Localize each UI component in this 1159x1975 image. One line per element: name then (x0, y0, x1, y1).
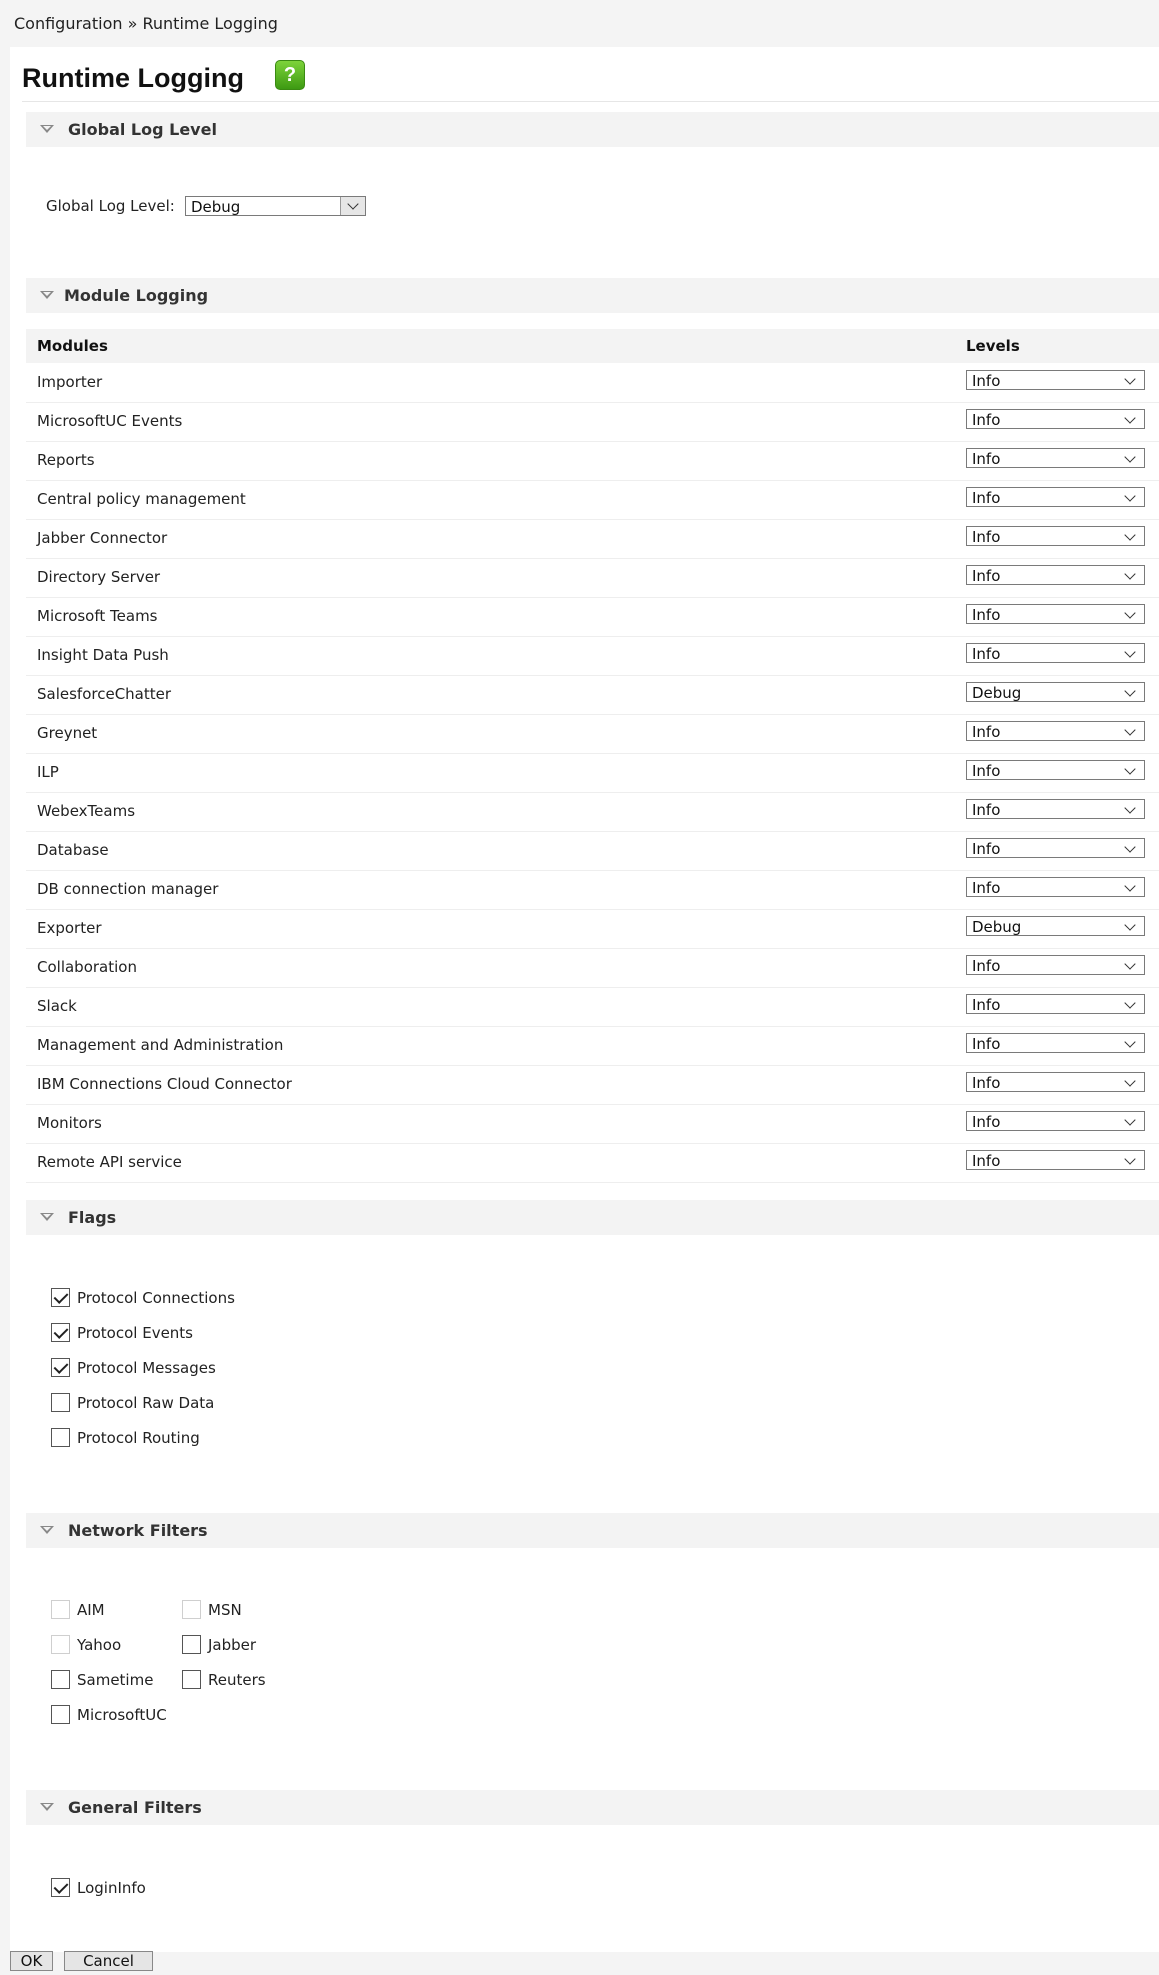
section-header-global-log-level[interactable] (26, 112, 1159, 147)
module-level-value: Info (972, 567, 1001, 585)
collapse-triangle-icon[interactable] (40, 125, 54, 133)
global-log-level-value: Debug (191, 198, 241, 216)
chevron-down-icon (1124, 919, 1135, 930)
module-row (26, 714, 1159, 754)
chevron-down-icon (1124, 412, 1135, 423)
module-name: DB connection manager (37, 880, 219, 898)
page-title: Runtime Logging (22, 63, 244, 93)
chevron-down-icon (1124, 724, 1135, 735)
module-level-value: Debug (972, 684, 1022, 702)
chevron-down-icon (1124, 529, 1135, 540)
section-header-general-filters[interactable] (26, 1790, 1159, 1825)
module-row (26, 519, 1159, 559)
module-row (26, 1026, 1159, 1066)
module-name: Importer (37, 373, 103, 391)
checkbox-label: Protocol Routing (77, 1429, 200, 1447)
module-level-value: Info (972, 1113, 1001, 1131)
module-level-select[interactable] (966, 1150, 1145, 1170)
module-row (26, 831, 1159, 871)
module-row (26, 480, 1159, 520)
chevron-down-icon (1124, 490, 1135, 501)
module-name: Greynet (37, 724, 98, 742)
checkbox-label: Protocol Messages (77, 1359, 216, 1377)
chevron-down-icon (1124, 1114, 1135, 1125)
module-level-select[interactable] (966, 370, 1145, 390)
checkbox[interactable] (182, 1670, 201, 1689)
module-level-value: Info (972, 996, 1001, 1014)
module-row (26, 675, 1159, 715)
module-name: Jabber Connector (37, 529, 168, 547)
checkbox[interactable] (51, 1393, 70, 1412)
global-log-level-label: Global Log Level: (46, 197, 175, 215)
chevron-down-icon (347, 198, 358, 209)
module-row (26, 1104, 1159, 1144)
checkbox-label: MicrosoftUC (77, 1706, 167, 1724)
module-level-value: Info (972, 411, 1001, 429)
module-level-select[interactable] (966, 526, 1145, 546)
module-level-select[interactable] (966, 994, 1145, 1014)
section-title: General Filters (68, 1798, 202, 1817)
section-header-flags[interactable] (26, 1200, 1159, 1235)
module-level-select[interactable] (966, 682, 1145, 702)
column-header-modules: Modules (37, 337, 108, 355)
module-name: Reports (37, 451, 95, 469)
content-panel (10, 47, 1159, 1952)
chevron-down-icon (1124, 1075, 1135, 1086)
chevron-down-icon (1124, 763, 1135, 774)
section-header-network-filters[interactable] (26, 1513, 1159, 1548)
checkbox[interactable] (182, 1635, 201, 1654)
chevron-down-icon (1124, 568, 1135, 579)
ok-button[interactable]: OK (10, 1951, 53, 1971)
module-row (26, 1065, 1159, 1105)
module-name: Remote API service (37, 1153, 182, 1171)
module-level-value: Info (972, 489, 1001, 507)
module-level-value: Info (972, 528, 1001, 546)
checkbox (51, 1600, 70, 1619)
module-level-value: Info (972, 840, 1001, 858)
section-header-module-logging[interactable] (26, 278, 1159, 313)
section-title: Network Filters (68, 1521, 208, 1540)
section-title: Module Logging (64, 286, 209, 305)
module-level-value: Debug (972, 918, 1022, 936)
module-table-header (26, 329, 1159, 363)
module-level-value: Info (972, 879, 1001, 897)
help-icon[interactable]: ? (275, 60, 305, 90)
module-row (26, 558, 1159, 598)
breadcrumb-separator: » (127, 14, 138, 33)
chevron-down-icon (1124, 646, 1135, 657)
module-row (26, 948, 1159, 988)
checkbox-label: AIM (77, 1601, 105, 1619)
chevron-down-icon (1124, 451, 1135, 462)
checkbox[interactable] (51, 1288, 70, 1307)
module-row (26, 792, 1159, 832)
title-row (22, 55, 1159, 102)
checkbox-label: Reuters (208, 1671, 266, 1689)
module-row (26, 636, 1159, 676)
module-name: Insight Data Push (37, 646, 169, 664)
module-name: MicrosoftUC Events (37, 412, 183, 430)
module-level-select[interactable] (966, 448, 1145, 468)
module-row (26, 870, 1159, 910)
module-name: IBM Connections Cloud Connector (37, 1075, 292, 1093)
module-name: Exporter (37, 919, 102, 937)
module-row (26, 987, 1159, 1027)
checkbox[interactable] (51, 1705, 70, 1724)
module-level-value: Info (972, 1152, 1001, 1170)
column-header-levels: Levels (966, 337, 1020, 355)
module-level-value: Info (972, 450, 1001, 468)
module-name: Microsoft Teams (37, 607, 158, 625)
module-name: WebexTeams (37, 802, 136, 820)
module-level-select[interactable] (966, 604, 1145, 624)
module-level-value: Info (972, 957, 1001, 975)
checkbox[interactable] (51, 1358, 70, 1377)
module-level-select[interactable] (966, 487, 1145, 507)
module-level-select[interactable] (966, 916, 1145, 936)
checkbox[interactable] (51, 1428, 70, 1447)
checkbox[interactable] (51, 1323, 70, 1342)
module-level-select[interactable] (966, 1072, 1145, 1092)
module-row (26, 597, 1159, 637)
module-level-select[interactable] (966, 760, 1145, 780)
checkbox-label: Protocol Raw Data (77, 1394, 215, 1412)
chevron-down-icon (1124, 1153, 1135, 1164)
module-row (26, 1143, 1159, 1183)
section-title: Global Log Level (68, 120, 217, 139)
module-row (26, 753, 1159, 793)
module-level-value: Info (972, 1035, 1001, 1053)
module-level-select[interactable] (966, 877, 1145, 897)
collapse-triangle-icon[interactable] (40, 1213, 54, 1221)
module-level-select[interactable] (966, 1033, 1145, 1053)
chevron-down-icon (1124, 958, 1135, 969)
chevron-down-icon (1124, 607, 1135, 618)
collapse-triangle-icon[interactable] (40, 291, 54, 299)
module-level-select[interactable] (966, 409, 1145, 429)
checkbox[interactable] (51, 1878, 70, 1897)
chevron-down-icon (1124, 802, 1135, 813)
checkbox-label: Sametime (77, 1671, 154, 1689)
cancel-button[interactable]: Cancel (64, 1951, 153, 1971)
module-level-value: Info (972, 723, 1001, 741)
module-level-select[interactable] (966, 955, 1145, 975)
module-row (26, 909, 1159, 949)
module-level-value: Info (972, 1074, 1001, 1092)
module-level-value: Info (972, 801, 1001, 819)
module-name: ILP (37, 763, 59, 781)
module-row (26, 363, 1159, 403)
checkbox-label: Yahoo (77, 1636, 122, 1654)
module-level-select[interactable] (966, 838, 1145, 858)
module-level-select[interactable] (966, 799, 1145, 819)
module-level-select[interactable] (966, 565, 1145, 585)
module-row (26, 402, 1159, 442)
checkbox-label: Protocol Connections (77, 1289, 235, 1307)
breadcrumb (14, 14, 278, 33)
module-name: Collaboration (37, 958, 137, 976)
chevron-down-icon (1124, 685, 1135, 696)
module-name: Slack (37, 997, 77, 1015)
module-name: Database (37, 841, 109, 859)
chevron-down-icon (1124, 880, 1135, 891)
module-level-select[interactable] (966, 721, 1145, 741)
module-level-select[interactable] (966, 643, 1145, 663)
checkbox (51, 1635, 70, 1654)
breadcrumb-parent-link[interactable]: Configuration (14, 14, 123, 33)
module-name: SalesforceChatter (37, 685, 172, 703)
module-level-value: Info (972, 606, 1001, 624)
collapse-triangle-icon[interactable] (40, 1526, 54, 1534)
checkbox-label: Jabber (208, 1636, 257, 1654)
module-level-select[interactable] (966, 1111, 1145, 1131)
module-level-value: Info (972, 372, 1001, 390)
module-name: Monitors (37, 1114, 102, 1132)
global-log-level-select[interactable] (185, 196, 366, 216)
checkbox[interactable] (51, 1670, 70, 1689)
module-name: Central policy management (37, 490, 246, 508)
module-name: Directory Server (37, 568, 161, 586)
checkbox (182, 1600, 201, 1619)
collapse-triangle-icon[interactable] (40, 1803, 54, 1811)
breadcrumb-current: Runtime Logging (142, 14, 278, 33)
module-name: Management and Administration (37, 1036, 284, 1054)
module-row (26, 441, 1159, 481)
checkbox-label: Protocol Events (77, 1324, 194, 1342)
chevron-down-icon (1124, 1036, 1135, 1047)
module-level-value: Info (972, 762, 1001, 780)
section-title: Flags (68, 1208, 117, 1227)
chevron-down-icon (1124, 841, 1135, 852)
dropdown-button[interactable] (340, 197, 365, 215)
chevron-down-icon (1124, 373, 1135, 384)
chevron-down-icon (1124, 997, 1135, 1008)
checkbox-label: MSN (208, 1601, 242, 1619)
checkbox-label: LoginInfo (77, 1879, 146, 1897)
module-level-value: Info (972, 645, 1001, 663)
